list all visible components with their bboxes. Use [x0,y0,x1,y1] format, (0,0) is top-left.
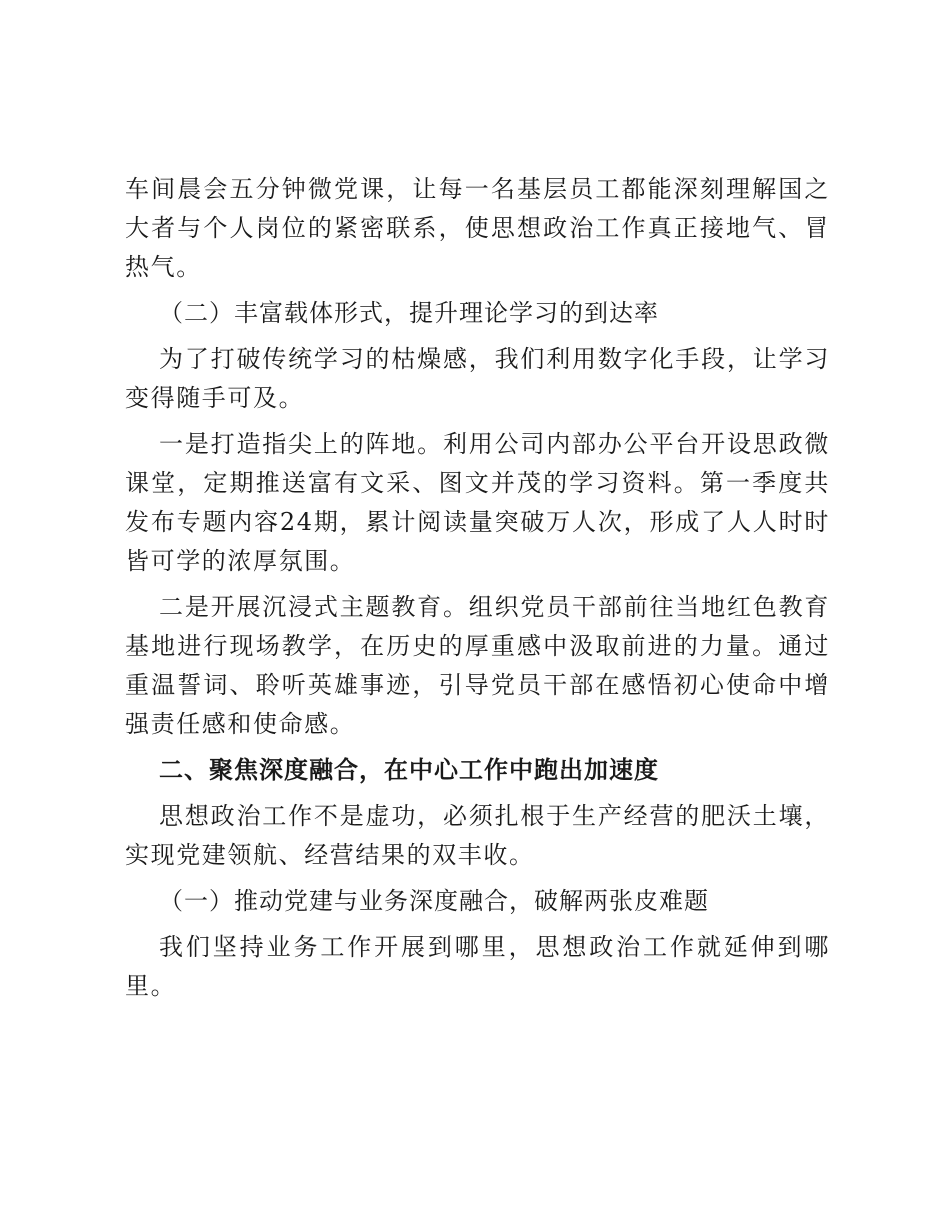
document-page [125,170,830,1006]
body-paragraph: 车间晨会五分钟微党课，让每一名基层员工都能深刻理解国之大者与个人岗位的紧密联系，使思想政治工作真正接地气、冒热气。 [125,175,830,281]
body-paragraph: 为了打破传统学习的枯燥感，我们利用数字化手段，让学习变得随手可及。 [125,345,830,412]
body-paragraph: 我们坚持业务工作开展到哪里，思想政治工作就延伸到哪里。 [125,933,830,1000]
section-sub-heading: （二）丰富载体形式，提升理论学习的到达率 [159,299,659,327]
section-sub-heading: （一）推动党建与业务深度融合，破解两张皮难题 [159,887,709,915]
body-paragraph: 一是打造指尖上的阵地。利用公司内部办公平台开设思政微课堂，定期推送富有文采、图文并茂的学习资料。第一季度共发布专题内容24期，累计阅读量突破万人次，形成了人人时时皆可学的浓厚氛围。 [125,430,830,575]
section-heading: 二、聚焦深度融合，在中心工作中跑出加速度 [159,756,659,784]
body-paragraph: 二是开展沉浸式主题教育。组织党员干部前往当地红色教育基地进行现场教学，在历史的厚重感中汲取前进的力量。通过重温誓词、聆听英雄事迹，引导党员干部在感悟初心使命中增强责任感和使命感。 [125,593,830,738]
body-paragraph: 思想政治工作不是虚功，必须扎根于生产经营的肥沃土壤，实现党建领航、经营结果的双丰收。 [125,802,830,869]
